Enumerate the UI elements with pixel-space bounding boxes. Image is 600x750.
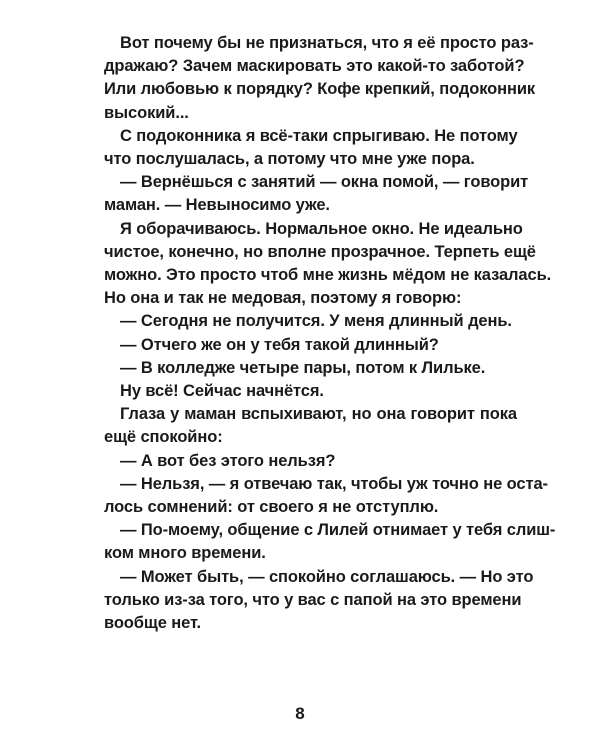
text-line: Вот почему бы не признаться, что я её просто раз- (120, 34, 534, 52)
text-line: вообще нет. (104, 614, 201, 633)
text-line: что послушалась, а потому что мне уже пора. (104, 150, 475, 169)
text-line: — Вернёшься с занятий — окна помой, — говорит (120, 173, 529, 192)
paragraph (104, 218, 552, 311)
text-line: С подоконника я всё-таки спрыгиваю. Не потому (120, 126, 518, 145)
text-line: — В колледже четыре пары, потом к Лильке. (120, 358, 486, 377)
text-line: Глаза у маман вспыхивают, но она говорит пока (120, 405, 517, 424)
text-line: — Может быть, — спокойно соглашаюсь. — Но это (120, 567, 534, 586)
text-line: чистое, конечно, но вполне прозрачное. Терпеть ещё (104, 242, 536, 261)
paragraph (104, 380, 517, 403)
paragraph (104, 450, 517, 473)
body-text (104, 32, 556, 635)
text-line: Или любовью к порядку? Кофе крепкий, подоконник (104, 80, 536, 99)
paragraph (104, 403, 517, 449)
paragraph (104, 334, 517, 357)
text-line: дражаю? Зачем маскировать это какой-то заботой? (104, 57, 525, 76)
text-line: ком много времени. (104, 544, 266, 563)
paragraph (104, 473, 548, 519)
text-line: Я оборачиваюсь. Нормальное окно. Не идеально (120, 219, 523, 238)
text-line: — А вот без этого нельзя? (120, 451, 336, 470)
text-line: Но она и так не медовая, поэтому я говорю: (104, 289, 462, 308)
text-line: ещё спокойно: (104, 428, 223, 447)
paragraph (104, 32, 536, 125)
text-line: Ну всё! Сейчас начнётся. (120, 382, 324, 401)
paragraph (104, 125, 517, 171)
text-line: маман. — Невыносимо уже. (104, 196, 330, 215)
text-line: — Отчего же он у тебя такой длинный? (120, 335, 439, 354)
paragraph (104, 357, 517, 380)
paragraph (104, 310, 517, 333)
paragraph (104, 519, 556, 565)
paragraph (104, 171, 529, 217)
text-line: — Нельзя, — я отвечаю так, чтобы уж точно не оста- (120, 474, 548, 493)
text-line: высокий... (104, 103, 189, 122)
text-line: можно. Это просто чтоб мне жизнь мёдом не казалась. (104, 266, 552, 285)
text-line: только из-за того, что у вас с папой на это времени (104, 590, 522, 609)
paragraph (104, 566, 534, 636)
text-line: — По-моему, общение с Лилей отнимает у тебя слиш- (120, 521, 556, 540)
page-number: 8 (295, 704, 305, 723)
text-line: — Сегодня не получится. У меня длинный день. (120, 312, 512, 331)
text-line: лось сомнений: от своего я не отступлю. (104, 498, 439, 517)
